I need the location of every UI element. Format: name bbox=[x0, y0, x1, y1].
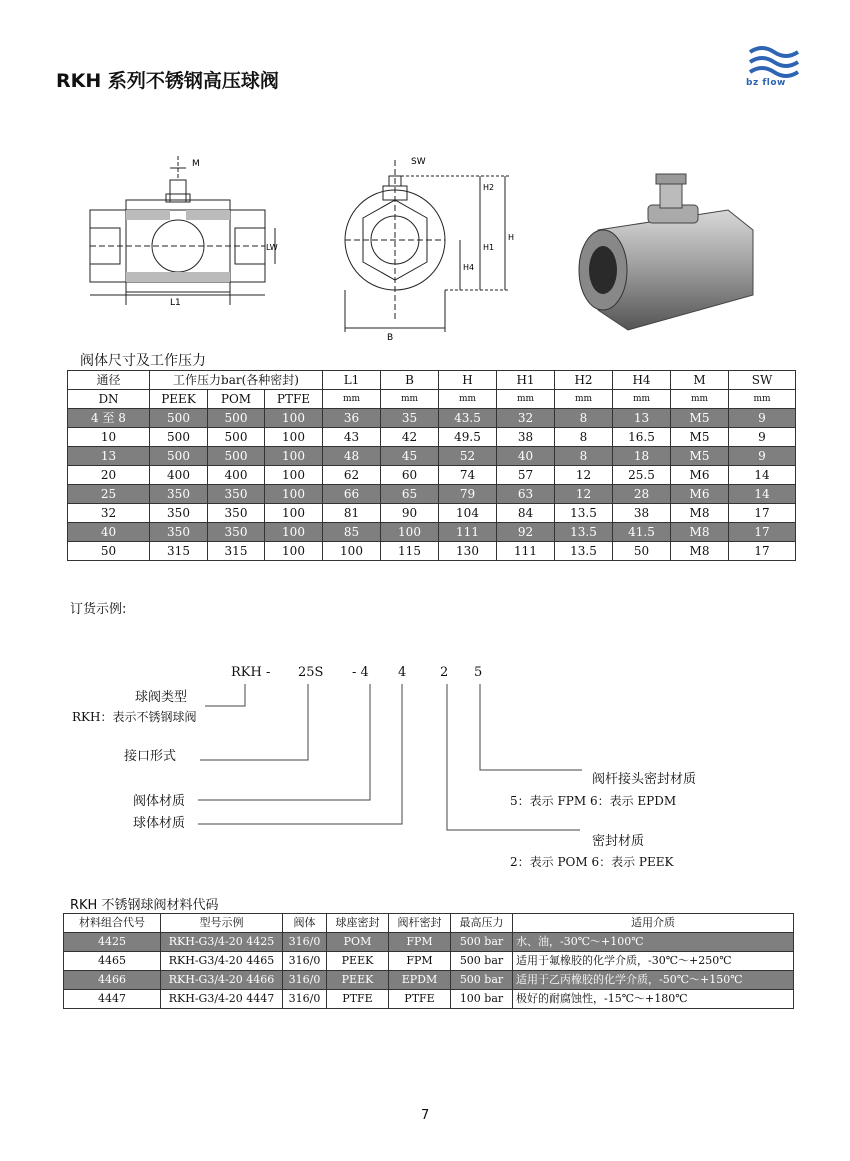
label-valve-type-desc: RKH：表示不锈钢球阀 bbox=[72, 710, 197, 724]
table-cell: 4465 bbox=[64, 952, 161, 971]
table-cell: 20 bbox=[68, 466, 150, 485]
order-code-seal: 2 bbox=[440, 665, 449, 680]
table-cell: 104 bbox=[439, 504, 497, 523]
table-cell: 100 bbox=[265, 542, 323, 561]
table-cell: 13.5 bbox=[555, 523, 613, 542]
label-connection: 接口形式 bbox=[124, 749, 177, 764]
table-cell: 500 bar bbox=[451, 933, 513, 952]
table-cell: 316/0 bbox=[283, 952, 327, 971]
header-cell: H2 bbox=[555, 371, 613, 390]
table-cell: 74 bbox=[439, 466, 497, 485]
table-cell: PEEK bbox=[327, 952, 389, 971]
table-cell: PEEK bbox=[327, 971, 389, 990]
table-cell: 48 bbox=[323, 447, 381, 466]
header-cell: B bbox=[381, 371, 439, 390]
table-cell: 100 bbox=[265, 428, 323, 447]
table-cell: 316/0 bbox=[283, 933, 327, 952]
table-cell: 50 bbox=[68, 542, 150, 561]
table-cell: 111 bbox=[497, 542, 555, 561]
table-cell: 38 bbox=[497, 428, 555, 447]
table-cell: 12 bbox=[555, 485, 613, 504]
table-cell: PTFE bbox=[389, 990, 451, 1009]
table-cell: 100 bbox=[381, 523, 439, 542]
table-cell: 316/0 bbox=[283, 971, 327, 990]
order-code-size: 25S bbox=[298, 665, 324, 680]
table-cell: 9 bbox=[729, 428, 796, 447]
unit-cell: mm bbox=[439, 390, 497, 409]
table-cell: FPM bbox=[389, 933, 451, 952]
table-cell: 9 bbox=[729, 447, 796, 466]
table-cell: 65 bbox=[381, 485, 439, 504]
table-cell: 100 bbox=[265, 504, 323, 523]
table-cell: 适用于氟橡胶的化学介质，-30℃～+250℃ bbox=[513, 952, 794, 971]
table-cell: 4466 bbox=[64, 971, 161, 990]
table-row bbox=[64, 933, 794, 952]
table-cell: RKH-G3/4-20 4466 bbox=[161, 971, 283, 990]
table-cell: 500 bbox=[150, 409, 208, 428]
table-cell: 315 bbox=[208, 542, 265, 561]
page-title: RKH 系列不锈钢高压球阀 bbox=[56, 70, 279, 92]
header-cell: SW bbox=[729, 371, 796, 390]
table-cell: 42 bbox=[381, 428, 439, 447]
table-cell: 25.5 bbox=[613, 466, 671, 485]
table-cell: 90 bbox=[381, 504, 439, 523]
table-cell: M5 bbox=[671, 409, 729, 428]
dim-label-lw: LW bbox=[266, 243, 278, 252]
table-cell: 4447 bbox=[64, 990, 161, 1009]
header-cell: 最高压力 bbox=[451, 914, 513, 933]
table-cell: 35 bbox=[381, 409, 439, 428]
table-cell: 17 bbox=[729, 504, 796, 523]
table-cell: 12 bbox=[555, 466, 613, 485]
table-cell: 100 bbox=[323, 542, 381, 561]
table-cell: RKH-G3/4-20 4447 bbox=[161, 990, 283, 1009]
header-cell: L1 bbox=[323, 371, 381, 390]
table-cell: M8 bbox=[671, 523, 729, 542]
dim-label-h1: H1 bbox=[483, 243, 495, 252]
table-cell: 38 bbox=[613, 504, 671, 523]
table-cell: 350 bbox=[208, 504, 265, 523]
table-cell: 350 bbox=[150, 504, 208, 523]
table-cell: M5 bbox=[671, 447, 729, 466]
table-row bbox=[64, 952, 794, 971]
header-cell: 材料组合代号 bbox=[64, 914, 161, 933]
table-cell: M6 bbox=[671, 485, 729, 504]
table-cell: 4425 bbox=[64, 933, 161, 952]
table-cell: 40 bbox=[497, 447, 555, 466]
header-cell: H bbox=[439, 371, 497, 390]
table-cell: M8 bbox=[671, 504, 729, 523]
header-cell: POM bbox=[208, 390, 265, 409]
header-cell: PEEK bbox=[150, 390, 208, 409]
table-cell: 100 bbox=[265, 409, 323, 428]
table-cell: 100 bar bbox=[451, 990, 513, 1009]
table-cell: 100 bbox=[265, 485, 323, 504]
table-cell: 17 bbox=[729, 542, 796, 561]
table-cell: 8 bbox=[555, 409, 613, 428]
table-cell: EPDM bbox=[389, 971, 451, 990]
table-cell: M5 bbox=[671, 428, 729, 447]
table-cell: 18 bbox=[613, 447, 671, 466]
table-cell: 25 bbox=[68, 485, 150, 504]
header-cell: 工作压力bar(各种密封) bbox=[150, 371, 323, 390]
table-cell: 400 bbox=[208, 466, 265, 485]
table-cell: 350 bbox=[150, 523, 208, 542]
mat-table-caption: RKH 不锈钢球阀材料代码 bbox=[70, 898, 219, 913]
dim-label-b: B bbox=[387, 333, 394, 340]
table-cell: 500 bar bbox=[451, 971, 513, 990]
table-cell: RKH-G3/4-20 4465 bbox=[161, 952, 283, 971]
table-cell: 40 bbox=[68, 523, 150, 542]
unit-cell: mm bbox=[497, 390, 555, 409]
unit-cell: mm bbox=[381, 390, 439, 409]
label-body-material: 阀体材质 bbox=[133, 794, 186, 809]
table-cell: PTFE bbox=[327, 990, 389, 1009]
table-cell: 315 bbox=[150, 542, 208, 561]
header-cell: 适用介质 bbox=[513, 914, 794, 933]
table-cell: RKH-G3/4-20 4425 bbox=[161, 933, 283, 952]
table-cell: 500 bbox=[150, 447, 208, 466]
order-code-stem: 5 bbox=[474, 665, 483, 680]
table-cell: 350 bbox=[208, 485, 265, 504]
table-row bbox=[64, 971, 794, 990]
table-cell: 500 bbox=[208, 447, 265, 466]
table-cell: 32 bbox=[68, 504, 150, 523]
table-cell: 28 bbox=[613, 485, 671, 504]
order-code-body: - 4 bbox=[352, 665, 369, 680]
header-cell: 通径 bbox=[68, 371, 150, 390]
unit-cell: mm bbox=[671, 390, 729, 409]
header-cell: M bbox=[671, 371, 729, 390]
header-cell: 球座密封 bbox=[327, 914, 389, 933]
table-cell: 49.5 bbox=[439, 428, 497, 447]
table-cell: 13.5 bbox=[555, 542, 613, 561]
label-seal-material: 密封材质 bbox=[592, 834, 645, 849]
table-cell: 79 bbox=[439, 485, 497, 504]
table-header-row bbox=[64, 914, 794, 933]
table-cell: 62 bbox=[323, 466, 381, 485]
header-cell: H4 bbox=[613, 371, 671, 390]
label-stem-seal: 阀杆接头密封材质 bbox=[592, 772, 697, 787]
table-cell: 41.5 bbox=[613, 523, 671, 542]
table-cell: 52 bbox=[439, 447, 497, 466]
table-cell: 13 bbox=[68, 447, 150, 466]
dim-label-h4: H4 bbox=[463, 263, 475, 272]
table-cell: 14 bbox=[729, 485, 796, 504]
table-cell: M6 bbox=[671, 466, 729, 485]
table-cell: 130 bbox=[439, 542, 497, 561]
dim-label-l1: L1 bbox=[170, 298, 181, 308]
table-cell: 14 bbox=[729, 466, 796, 485]
material-code-table bbox=[63, 913, 794, 1009]
table-cell: 水、油，-30℃～+100℃ bbox=[513, 933, 794, 952]
table-cell: 85 bbox=[323, 523, 381, 542]
header-cell: PTFE bbox=[265, 390, 323, 409]
table-cell: 81 bbox=[323, 504, 381, 523]
unit-cell: mm bbox=[323, 390, 381, 409]
table-cell: 100 bbox=[265, 447, 323, 466]
dims-table-caption: 阀体尺寸及工作压力 bbox=[80, 353, 206, 369]
header-cell: DN bbox=[68, 390, 150, 409]
table-cell: M8 bbox=[671, 542, 729, 561]
table-cell: 极好的耐腐蚀性，-15℃～+180℃ bbox=[513, 990, 794, 1009]
table-cell: 43.5 bbox=[439, 409, 497, 428]
label-ball-material: 球体材质 bbox=[133, 816, 186, 831]
dim-label-h2: H2 bbox=[483, 183, 495, 192]
table-cell: 8 bbox=[555, 428, 613, 447]
order-code-ball: 4 bbox=[398, 665, 407, 680]
header-cell: 阀体 bbox=[283, 914, 327, 933]
table-cell: 500 bbox=[208, 428, 265, 447]
table-cell: 45 bbox=[381, 447, 439, 466]
table-cell: 66 bbox=[323, 485, 381, 504]
table-cell: 17 bbox=[729, 523, 796, 542]
page-number: 7 bbox=[421, 1108, 430, 1123]
dim-label-m: M bbox=[192, 159, 200, 169]
table-cell: 115 bbox=[381, 542, 439, 561]
dim-label-h: H bbox=[508, 233, 515, 242]
unit-cell: mm bbox=[613, 390, 671, 409]
table-cell: 111 bbox=[439, 523, 497, 542]
table-cell: 84 bbox=[497, 504, 555, 523]
table-cell: 适用于乙丙橡胶的化学介质，-50℃～+150℃ bbox=[513, 971, 794, 990]
table-cell: 63 bbox=[497, 485, 555, 504]
table-cell: 92 bbox=[497, 523, 555, 542]
label-valve-type: 球阀类型 bbox=[135, 690, 188, 705]
table-cell: 8 bbox=[555, 447, 613, 466]
table-cell: 100 bbox=[265, 466, 323, 485]
table-cell: 350 bbox=[208, 523, 265, 542]
table-cell: 36 bbox=[323, 409, 381, 428]
table-cell: 32 bbox=[497, 409, 555, 428]
table-cell: 10 bbox=[68, 428, 150, 447]
table-cell: 400 bbox=[150, 466, 208, 485]
table-cell: 50 bbox=[613, 542, 671, 561]
table-cell: 500 bar bbox=[451, 952, 513, 971]
table-cell: 4 至 8 bbox=[68, 409, 150, 428]
label-seal-material-desc: 2：表示 POM 6：表示 PEEK bbox=[510, 855, 674, 869]
table-cell: 57 bbox=[497, 466, 555, 485]
order-code-prefix: RKH - bbox=[231, 665, 271, 680]
label-stem-seal-desc: 5：表示 FPM 6：表示 EPDM bbox=[510, 794, 677, 808]
order-heading: 订货示例: bbox=[70, 602, 127, 617]
table-cell: 9 bbox=[729, 409, 796, 428]
unit-cell: mm bbox=[729, 390, 796, 409]
table-cell: 500 bbox=[208, 409, 265, 428]
table-cell: 500 bbox=[150, 428, 208, 447]
table-cell: 16.5 bbox=[613, 428, 671, 447]
table-cell: 13.5 bbox=[555, 504, 613, 523]
header-cell: H1 bbox=[497, 371, 555, 390]
table-cell: POM bbox=[327, 933, 389, 952]
table-cell: 13 bbox=[613, 409, 671, 428]
unit-cell: mm bbox=[555, 390, 613, 409]
brand-logo-text: bz flow bbox=[746, 78, 786, 88]
header-cell: 阀杆密封 bbox=[389, 914, 451, 933]
table-row bbox=[64, 990, 794, 1009]
dim-label-sw: SW bbox=[411, 157, 426, 167]
table-cell: 100 bbox=[265, 523, 323, 542]
header-cell: 型号示例 bbox=[161, 914, 283, 933]
table-cell: FPM bbox=[389, 952, 451, 971]
table-cell: 43 bbox=[323, 428, 381, 447]
table-cell: 350 bbox=[150, 485, 208, 504]
table-cell: 60 bbox=[381, 466, 439, 485]
table-cell: 316/0 bbox=[283, 990, 327, 1009]
